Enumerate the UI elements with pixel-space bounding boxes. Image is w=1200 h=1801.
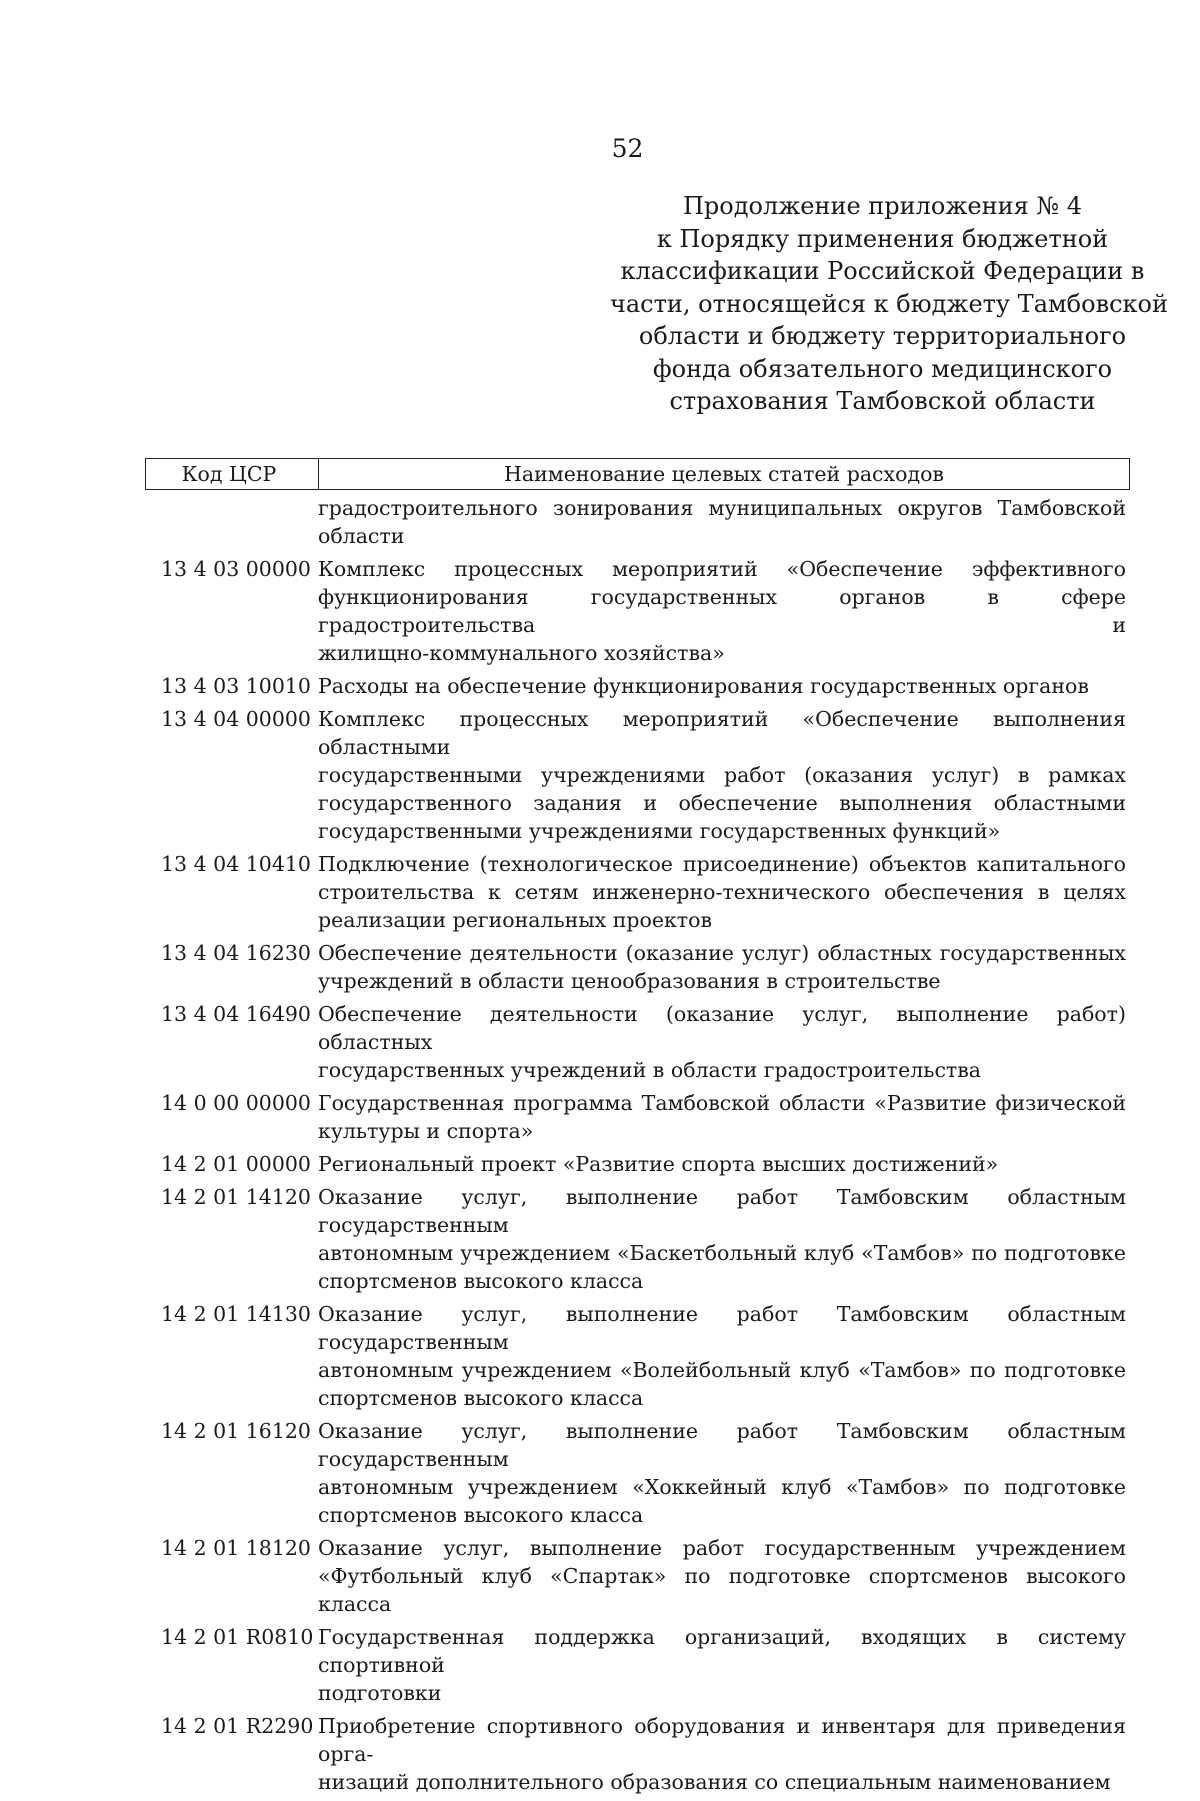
row-description-line: Оказание услуг, выполнение работ государственным учреждением [318, 1536, 1126, 1560]
row-description-line: низаций дополнительного образования со специальным наименованием [318, 1770, 1111, 1794]
row-description-line: спортсменов высокого класса [318, 1269, 644, 1293]
table-row [145, 1150, 1130, 1178]
row-description-line: государственного задания и обеспечение выполнения областными [318, 791, 1126, 815]
row-code: 14 2 01 00000 [161, 1152, 311, 1176]
row-description-line: Комплекс процессных мероприятий «Обеспечение эффективного [318, 557, 1126, 581]
row-description [318, 1534, 1130, 1618]
row-description [318, 1000, 1130, 1084]
page-number: 52 [611, 134, 644, 163]
row-description-line: автономным учреждением «Баскетбольный клуб «Тамбов» по подготовке [318, 1241, 1126, 1265]
row-description-line: Подключение (технологическое присоединение) объектов капитального [318, 852, 1126, 876]
row-code [145, 494, 318, 550]
table-row [145, 850, 1130, 934]
row-code: 13 4 04 16230 [161, 941, 311, 965]
row-code: 14 2 01 R0810 [161, 1625, 314, 1649]
table-row [145, 1712, 1130, 1796]
row-description [318, 1712, 1130, 1796]
row-description-line: Оказание услуг, выполнение работ Тамбовским областным государственным [318, 1302, 1126, 1354]
row-description-line: автономным учреждением «Хоккейный клуб «Тамбов» по подготовке [318, 1475, 1126, 1499]
table-header [145, 458, 1130, 490]
row-description-line: Оказание услуг, выполнение работ Тамбовским областным государственным [318, 1419, 1126, 1471]
annex-heading-line: к Порядку применения бюджетной [656, 224, 1109, 253]
row-code: 14 2 01 R2290 [161, 1714, 314, 1738]
row-description [318, 939, 1130, 995]
row-description-line: Оказание услуг, выполнение работ Тамбовским областным государственным [318, 1185, 1126, 1237]
annex-heading-line: классификации Российской Федерации в [620, 257, 1145, 285]
table-row [145, 1183, 1130, 1295]
row-description [318, 1183, 1130, 1295]
annex-heading-line: страхования Тамбовской области [669, 387, 1096, 415]
annex-heading-line: фонда обязательного медицинского [652, 354, 1113, 383]
table-row [145, 1000, 1130, 1084]
table-row [145, 672, 1130, 700]
table-row [145, 555, 1130, 667]
row-code: 13 4 03 00000 [161, 557, 311, 581]
row-description-line: государственных учреждений в области градостроительства [318, 1058, 982, 1082]
row-description-line: Комплекс процессных мероприятий «Обеспечение выполнения областными [318, 707, 1126, 759]
row-description-line: культуры и спорта» [318, 1119, 534, 1143]
row-description-line: учреждений в области ценообразования в строительстве [318, 969, 941, 993]
row-description-line: строительства к сетям инженерно-технического обеспечения в целях [318, 880, 1126, 904]
column-header-code: Код ЦСР [146, 459, 319, 489]
row-description-line: подготовки [318, 1681, 442, 1705]
row-code: 13 4 04 16490 [161, 1002, 311, 1026]
row-description [318, 555, 1130, 667]
row-description-line: Обеспечение деятельности (оказание услуг) областных государственных [318, 941, 1126, 965]
row-description-line: градостроительного зонирования муниципальных округов Тамбовской [318, 496, 1126, 520]
row-description-line: Приобретение спортивного оборудования и инвентаря для приведения орга- [318, 1714, 1126, 1766]
annex-heading-line: области и бюджету территориального [638, 322, 1127, 350]
row-code: 14 2 01 16120 [161, 1419, 311, 1443]
row-description-line: области [318, 524, 405, 548]
row-description [318, 494, 1130, 550]
row-description [318, 1417, 1130, 1529]
table-row [145, 494, 1130, 550]
row-code: 13 4 04 10410 [161, 852, 311, 876]
expense-codes-table [145, 458, 1130, 1801]
row-code: 13 4 03 10010 [161, 674, 311, 698]
annex-heading-line: части, относящейся к бюджету Тамбовской [610, 289, 1168, 318]
row-description-line: спортсменов высокого класса [318, 1503, 644, 1527]
column-header-name: Наименование целевых статей расходов [504, 462, 944, 486]
row-description [318, 1623, 1130, 1707]
row-code: 13 4 04 00000 [161, 707, 311, 731]
annex-heading [610, 190, 1168, 418]
row-description [318, 1150, 1130, 1178]
row-description-line: жилищно-коммунального хозяйства» [318, 641, 725, 665]
annex-heading-line: Продолжение приложения № 4 [682, 192, 1083, 220]
row-description-line: Региональный проект «Развитие спорта высших достижений» [318, 1152, 999, 1176]
row-description-line: реализации региональных проектов [318, 908, 713, 932]
table-row [145, 1623, 1130, 1707]
table-row [145, 1089, 1130, 1145]
row-description-line: спортсменов высокого класса [318, 1386, 644, 1410]
row-code: 14 2 01 18120 [161, 1536, 311, 1560]
row-description-line: автономным учреждением «Волейбольный клуб «Тамбов» по подготовке [318, 1358, 1126, 1382]
table-row [145, 1417, 1130, 1529]
row-code: 14 2 01 14130 [161, 1302, 311, 1326]
row-description-line: «Футбольный клуб «Спартак» по подготовке спортсменов высокого класса [318, 1564, 1126, 1616]
row-description [318, 1300, 1130, 1412]
row-description [318, 850, 1130, 934]
row-description-line: Государственная поддержка организаций, входящих в систему спортивной [318, 1625, 1126, 1677]
row-description [318, 705, 1130, 845]
row-description-line: Обеспечение деятельности (оказание услуг, выполнение работ) областных [318, 1002, 1126, 1054]
table-row [145, 939, 1130, 995]
row-description-line: функционирования государственных органов в сфере градостроительства и [318, 585, 1126, 637]
table-row [145, 705, 1130, 845]
row-code: 14 2 01 14120 [161, 1185, 311, 1209]
table-row [145, 1300, 1130, 1412]
row-description-line: Расходы на обеспечение функционирования государственных органов [318, 674, 1089, 698]
row-description [318, 1089, 1130, 1145]
row-description-line: государственными учреждениями государственных функций» [318, 819, 1001, 843]
row-description-line: государственными учреждениями работ (оказания услуг) в рамках [318, 763, 1126, 787]
row-description-line: Государственная программа Тамбовской области «Развитие физической [318, 1091, 1126, 1115]
row-description [318, 672, 1130, 700]
table-row [145, 1534, 1130, 1618]
table-body [145, 494, 1130, 1796]
row-code: 14 0 00 00000 [161, 1091, 311, 1115]
